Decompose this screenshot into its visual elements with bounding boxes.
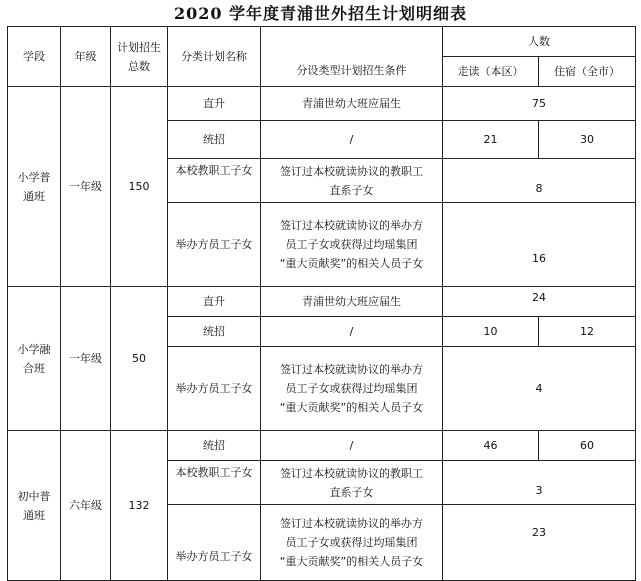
condition-cell: / bbox=[261, 317, 443, 347]
stage-line: 通班 bbox=[23, 189, 45, 203]
condition-cell bbox=[261, 461, 443, 505]
condition-line: 员工子女或获得过均瑶集团 bbox=[285, 536, 418, 549]
condition-cell: / bbox=[261, 121, 443, 159]
count-merged-cell: 8 bbox=[443, 159, 636, 203]
stage-line: 合班 bbox=[23, 361, 45, 375]
stage-line: 初中普 bbox=[17, 489, 51, 503]
enrollment-plan-table bbox=[7, 26, 636, 581]
count-day-cell: 21 bbox=[443, 121, 539, 159]
total-cell: 50 bbox=[111, 287, 168, 431]
category-cell: 统招 bbox=[168, 431, 261, 461]
condition-cell bbox=[261, 347, 443, 431]
count-board-cell: 60 bbox=[539, 431, 636, 461]
count-merged-cell: 4 bbox=[443, 347, 636, 431]
grade-cell: 一年级 bbox=[61, 287, 111, 431]
header-total-line1: 计划招生 bbox=[117, 40, 161, 54]
count-merged-cell: 3 bbox=[443, 461, 636, 505]
condition-line: 直系子女 bbox=[329, 485, 374, 499]
condition-cell: / bbox=[261, 431, 443, 461]
header-condition: 分设类型计划招生条件 bbox=[261, 27, 443, 87]
condition-line: 签订过本校就读协议的举办方 bbox=[280, 219, 423, 232]
header-stage: 学段 bbox=[8, 27, 61, 87]
count-merged-cell: 24 bbox=[443, 287, 636, 317]
page-title: 2020 学年度青浦世外招生计划明细表 bbox=[173, 4, 468, 23]
condition-cell bbox=[261, 505, 443, 581]
header-count-group: 人数 bbox=[443, 27, 636, 57]
condition-cell: 青浦世幼大班应届生 bbox=[261, 87, 443, 121]
total-cell: 132 bbox=[111, 431, 168, 581]
condition-line: 签订过本校就读协议的教职工 bbox=[280, 164, 423, 178]
header-total bbox=[111, 27, 168, 87]
count-merged-cell: 75 bbox=[443, 87, 636, 121]
count-board-cell: 12 bbox=[539, 317, 636, 347]
table-row bbox=[8, 431, 636, 461]
count-board-cell: 30 bbox=[539, 121, 636, 159]
condition-line: 签订过本校就读协议的举办方 bbox=[280, 517, 423, 530]
count-merged-cell: 16 bbox=[443, 203, 636, 287]
category-cell: 举办方员工子女 bbox=[168, 203, 261, 287]
category-cell: 直升 bbox=[168, 87, 261, 121]
category-cell: 统招 bbox=[168, 317, 261, 347]
category-cell: 本校教职工子女 bbox=[168, 461, 261, 505]
table-row bbox=[8, 287, 636, 317]
category-cell: 本校教职工子女 bbox=[168, 159, 261, 203]
stage-cell bbox=[8, 287, 61, 431]
grade-cell: 一年级 bbox=[61, 87, 111, 287]
condition-cell bbox=[261, 203, 443, 287]
category-cell: 举办方员工子女 bbox=[168, 347, 261, 431]
count-day-cell: 10 bbox=[443, 317, 539, 347]
stage-line: 小学融 bbox=[17, 342, 51, 356]
condition-line: 签订过本校就读协议的举办方 bbox=[280, 363, 423, 376]
total-cell: 150 bbox=[111, 87, 168, 287]
header-category: 分类计划名称 bbox=[168, 27, 261, 87]
count-day-cell: 46 bbox=[443, 431, 539, 461]
stage-line: 通班 bbox=[23, 508, 45, 522]
condition-line: 签订过本校就读协议的教职工 bbox=[280, 466, 423, 480]
condition-line: “重大贡献奖”的相关人员子女 bbox=[279, 257, 424, 270]
category-cell: 直升 bbox=[168, 287, 261, 317]
condition-line: 员工子女或获得过均瑶集团 bbox=[285, 238, 418, 251]
condition-line: “重大贡献奖”的相关人员子女 bbox=[279, 555, 424, 568]
header-grade: 年级 bbox=[61, 27, 111, 87]
table-row bbox=[8, 87, 636, 121]
stage-cell bbox=[8, 431, 61, 581]
header-board: 住宿（全市） bbox=[539, 57, 636, 87]
grade-cell: 六年级 bbox=[61, 431, 111, 581]
stage-cell bbox=[8, 87, 61, 287]
condition-line: 直系子女 bbox=[329, 183, 374, 197]
category-cell: 举办方员工子女 bbox=[168, 505, 261, 581]
header-day: 走读（本区） bbox=[443, 57, 539, 87]
condition-line: 员工子女或获得过均瑶集团 bbox=[285, 382, 418, 395]
count-merged-cell: 23 bbox=[443, 505, 636, 581]
condition-line: “重大贡献奖”的相关人员子女 bbox=[279, 401, 424, 414]
stage-line: 小学普 bbox=[17, 170, 51, 184]
category-cell: 统招 bbox=[168, 121, 261, 159]
header-total-line2: 总数 bbox=[128, 59, 150, 73]
condition-cell: 青浦世幼大班应届生 bbox=[261, 287, 443, 317]
condition-cell bbox=[261, 159, 443, 203]
